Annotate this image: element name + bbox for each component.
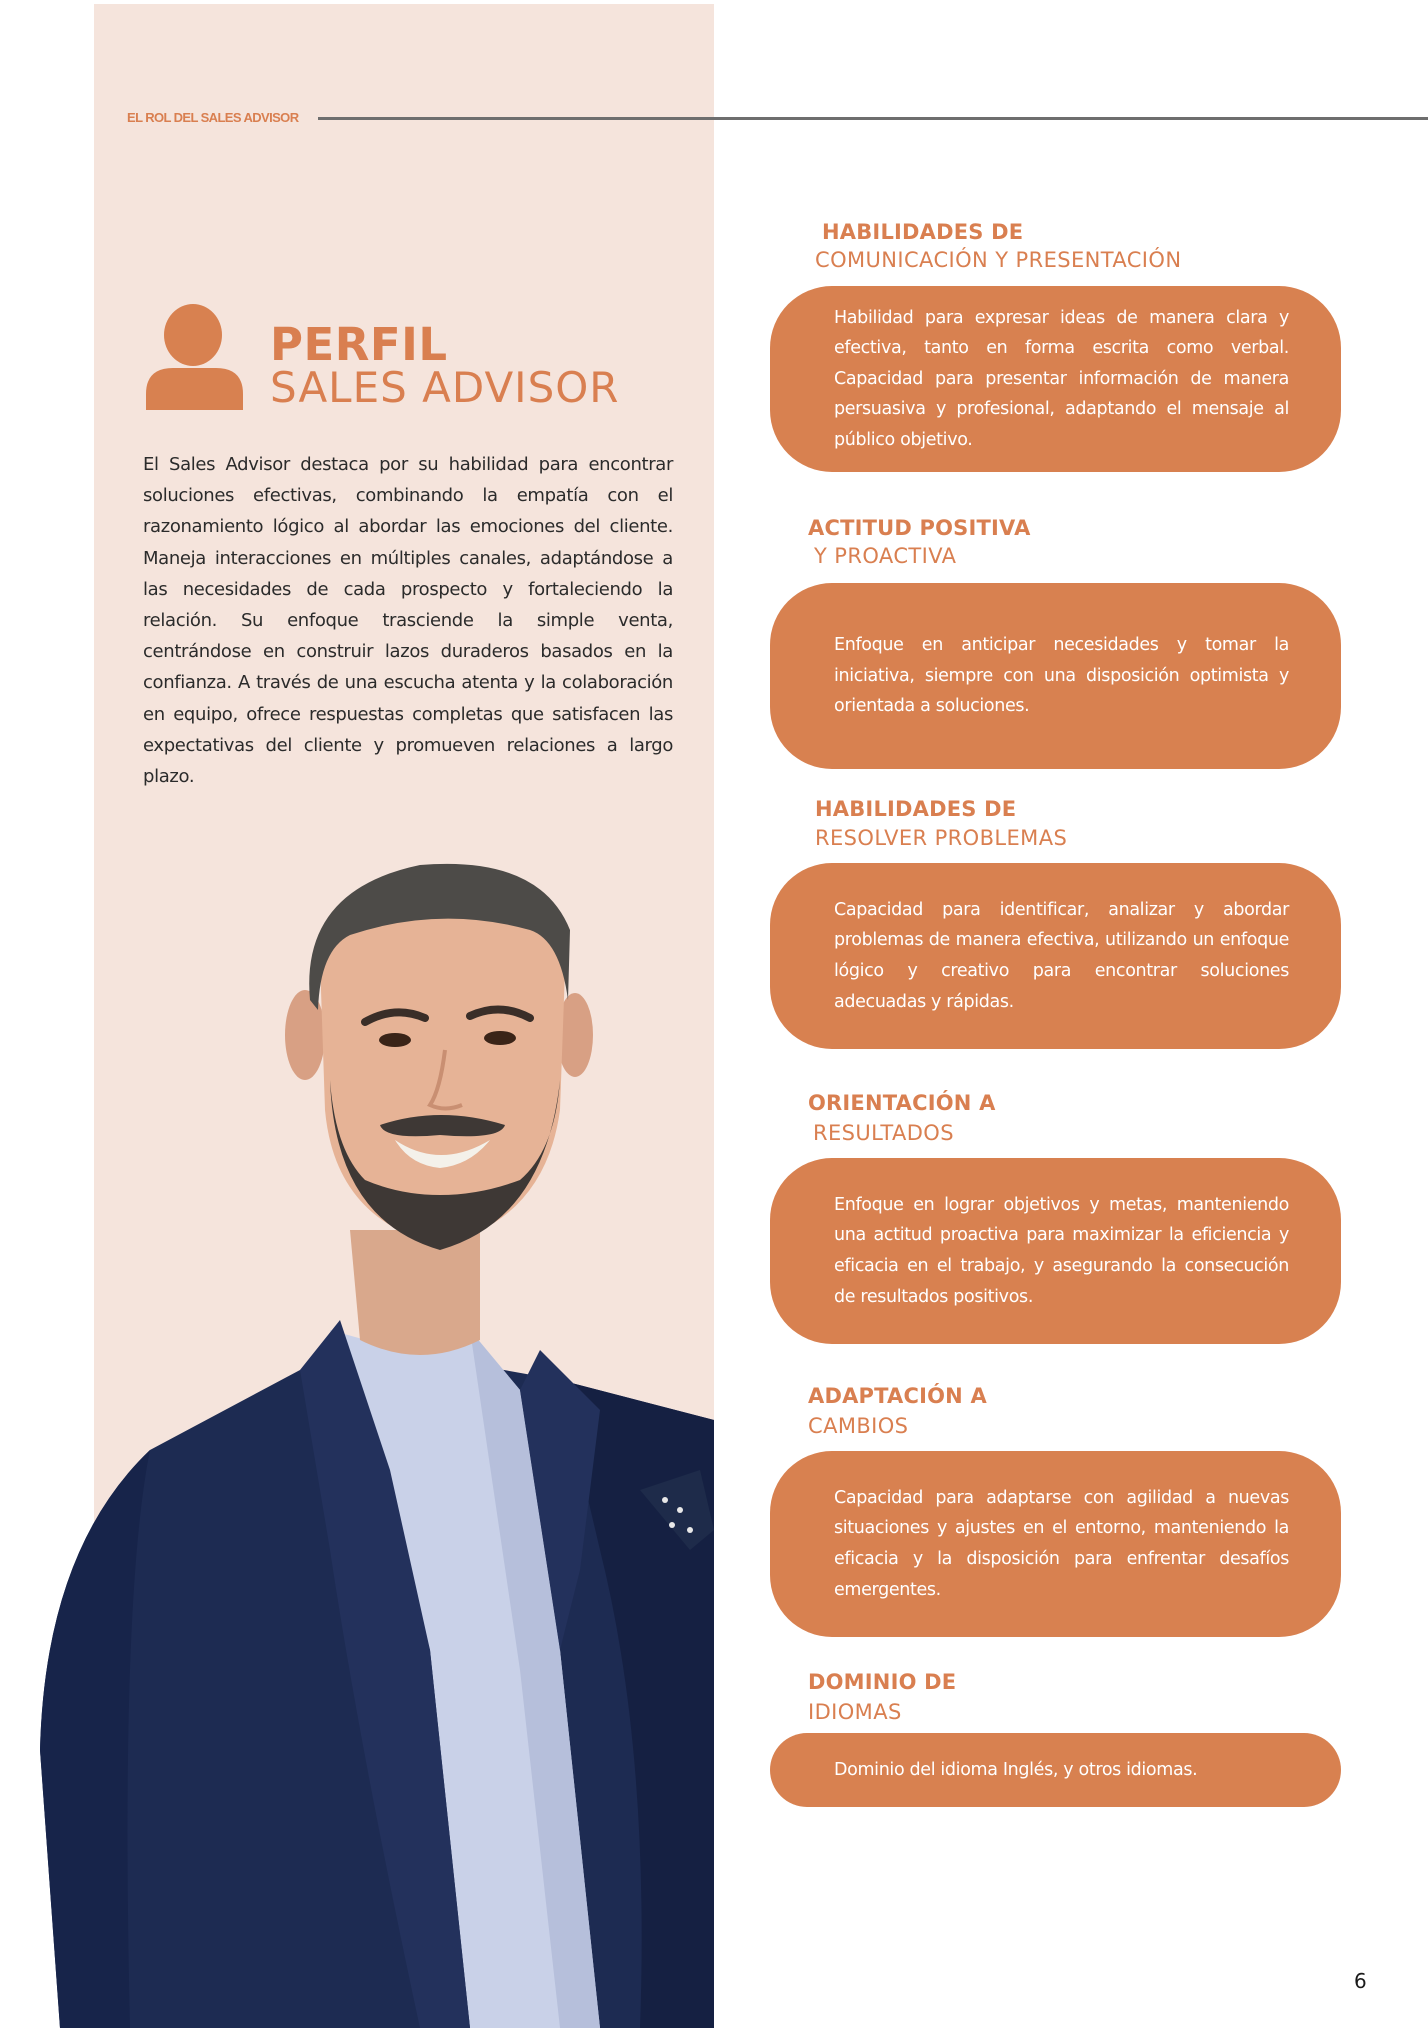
skill-subtitle-problem-solving: RESOLVER PROBLEMAS: [815, 826, 1068, 850]
profile-title: PERFIL: [270, 318, 448, 371]
skill-description: Capacidad para adaptarse con agilidad a nuevas situaciones y ajustes en el entorno, manteniendo la eficacia y la disposición para enfrentar desafíos emergentes.: [834, 1487, 1289, 1600]
skill-title-positive-attitude: ACTITUD POSITIVA: [808, 516, 1031, 540]
profile-subtitle: SALES ADVISOR: [270, 363, 620, 412]
portrait-photo: [0, 850, 714, 2028]
skill-description: Dominio del idioma Inglés, y otros idiomas.: [834, 1759, 1198, 1780]
header-divider: [318, 117, 1428, 120]
profile-description: El Sales Advisor destaca por su habilidad para encontrar soluciones efectivas, combinando la empatía con el razonamiento lógico al abordar las emociones del cliente. Maneja interacciones en múltiples canales, adaptándose a las necesidades de cada prospecto y fortaleciendo la relación. Su enfoque trasciende la simple venta, centrándose en construir lazos duraderos basados en la confianza. A través de una escucha atenta y la colaboración en equipo, ofrece respuestas completas que satisfacen las expectativas del cliente y promueven relaciones a largo plazo.: [143, 454, 673, 788]
skill-subtitle-communication: COMUNICACIÓN Y PRESENTACIÓN: [815, 248, 1182, 272]
skill-subtitle-positive-attitude: Y PROACTIVA: [814, 544, 957, 568]
skill-card-adaptation: [770, 1451, 1341, 1637]
skill-description: Habilidad para expresar ideas de manera clara y efectiva, tanto en forma escrita como verbal. Capacidad para presentar información de manera persuasiva y profesional, adaptando el mensaje al público objetivo.: [834, 307, 1289, 450]
skill-card-communication: [770, 286, 1341, 472]
skill-card-problem-solving: [770, 863, 1341, 1049]
skill-title-languages: DOMINIO DE: [808, 1670, 957, 1694]
skill-title-results: ORIENTACIÓN A: [808, 1091, 996, 1115]
skill-subtitle-results: RESULTADOS: [813, 1121, 954, 1145]
page-number: 6: [1354, 1969, 1367, 1993]
skill-subtitle-languages: IDIOMAS: [808, 1700, 902, 1724]
skill-title-adaptation: ADAPTACIÓN A: [808, 1384, 987, 1408]
skill-title-problem-solving: HABILIDADES DE: [815, 797, 1017, 821]
skill-description: Enfoque en anticipar necesidades y tomar la iniciativa, siempre con una disposición optimista y orientada a soluciones.: [834, 635, 1289, 717]
skill-description: Capacidad para identificar, analizar y abordar problemas de manera efectiva, utilizando un enfoque lógico y creativo para encontrar soluciones adecuadas y rápidas.: [834, 899, 1289, 1012]
skill-title-communication: HABILIDADES DE: [822, 220, 1024, 244]
skill-card-positive-attitude: [770, 583, 1341, 769]
skill-subtitle-adaptation: CAMBIOS: [808, 1414, 909, 1438]
skill-card-results: [770, 1158, 1341, 1344]
skill-description: Enfoque en lograr objetivos y metas, manteniendo una actitud proactiva para maximizar la eficiencia y eficacia en el trabajo, y asegurando la consecución de resultados positivos.: [834, 1194, 1289, 1307]
person-icon: [143, 304, 252, 412]
skill-card-languages: [770, 1733, 1341, 1807]
section-label: EL ROL DEL SALES ADVISOR: [127, 110, 299, 125]
